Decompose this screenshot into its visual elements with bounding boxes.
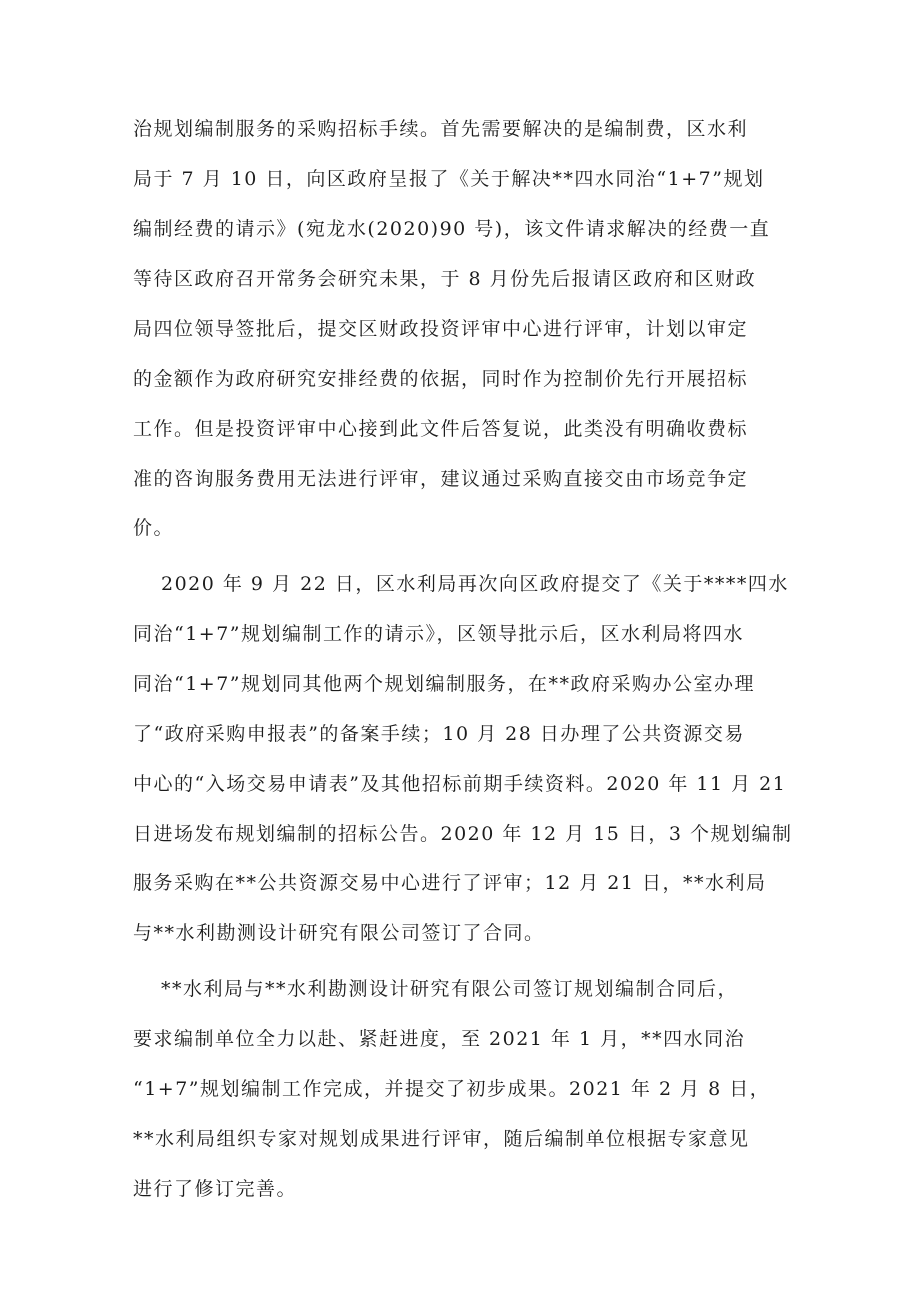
paragraph-line: 价。 [133,517,175,539]
paragraph-line: 局于 7 月 10 日，向区政府呈报了《关于解决**四水同治“1+7”规划 [133,168,765,190]
paragraph-line: 的金额作为政府研究安排经费的依据，同时作为控制价先行开展招标 [133,368,749,390]
paragraph-line: 了“政府采购申报表”的备案手续；10 月 28 日办理了公共资源交易 [133,723,745,745]
paragraph-line: 与**水利勘测设计研究有限公司签订了合同。 [133,922,545,944]
paragraph-line: 治规划编制服务的采购招标手续。首先需要解决的是编制费，区水利 [133,118,749,140]
paragraph-line: 进行了修订完善。 [133,1178,298,1200]
paragraph-line: 2020 年 9 月 22 日，区水利局再次向区政府提交了《关于****四水 [161,573,789,595]
paragraph-line: 编制经费的请示》(宛龙水(2020)90 号)，该文件请求解决的经费一直 [133,218,771,240]
paragraph-line: 中心的“入场交易申请表”及其他招标前期手续资料。2020 年 11 月 21 [133,773,787,795]
paragraph-line: 同治“1+7”规划同其他两个规划编制服务，在**政府采购办公室办理 [133,673,756,695]
paragraph-line: 等待区政府召开常务会研究未果，于 8 月份先后报请区政府和区财政 [133,268,757,290]
paragraph-line: 同治“1+7”规划编制工作的请示》，区领导批示后，区水利局将四水 [133,623,745,645]
paragraph-line: 准的咨询服务费用无法进行评审，建议通过采购直接交由市场竞争定 [133,468,749,490]
paragraph-line: 日进场发布规划编制的招标公告。2020 年 12 月 15 日，3 个规划编制 [133,823,793,845]
paragraph-line: 服务采购在**公共资源交易中心进行了评审；12 月 21 日，**水利局 [133,872,767,894]
paragraph-line: **水利局组织专家对规划成果进行评审，随后编制单位根据专家意见 [133,1128,750,1150]
paragraph-line: 工作。但是投资评审中心接到此文件后答复说，此类没有明确收费标 [133,418,749,440]
paragraph-line: “1+7”规划编制工作完成，并提交了初步成果。2021 年 2 月 8 日， [133,1078,771,1100]
paragraph-line: **水利局与**水利勘测设计研究有限公司签订规划编制合同后， [161,978,739,1000]
paragraph-line: 局四位领导签批后，提交区财政投资评审中心进行评审，计划以审定 [133,318,749,340]
paragraph-line: 要求编制单位全力以赴、紧赶进度，至 2021 年 1 月，**四水同治 [133,1028,746,1050]
